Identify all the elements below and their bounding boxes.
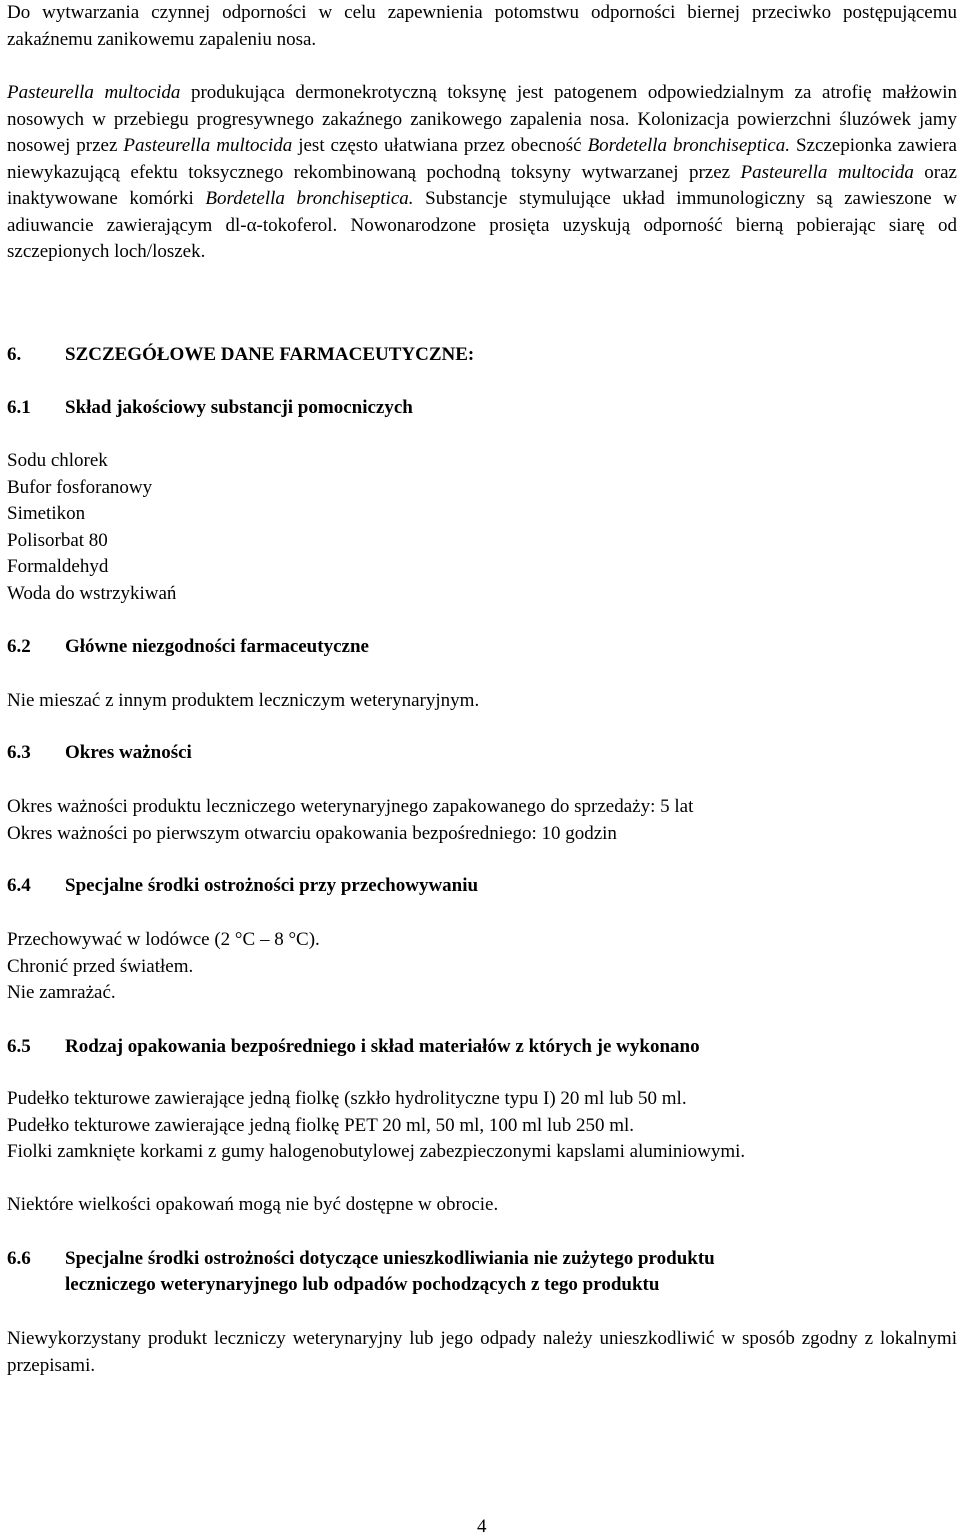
section-title: Okres ważności [65, 742, 192, 763]
list-item: Simetikon [7, 503, 86, 524]
list-item: Polisorbat 80 [7, 529, 108, 551]
section-6-5-heading [7, 1034, 700, 1061]
page-number: 4 [477, 1516, 487, 1537]
shelf-life-text [7, 794, 957, 847]
section-6-1-heading [7, 395, 413, 422]
packaging-text [7, 1086, 957, 1166]
section-number: 6.4 [7, 875, 31, 896]
section-number: 6.2 [7, 636, 31, 657]
list-item: Formaldehyd [7, 556, 109, 577]
section-title: Rodzaj opakowania bezpośredniego i skład materiałów z których je wykonano [65, 1036, 700, 1057]
text-line: Chronić przed światłem. [7, 955, 194, 977]
list-item: Bufor fosforanowy [7, 476, 153, 498]
species-name: Pasteurella multocida [123, 135, 293, 156]
list-item: Sodu chlorek [7, 450, 108, 471]
section-title: leczniczego weterynaryjnego lub odpadów pochodzących z tego produktu [65, 1274, 660, 1295]
intro-paragraph-1: Do wytwarzania czynnej odporności w celu zapewnienia potomstwu odporności biernej przeciwko postępującemu zakaźnemu zanikowemu zapaleniu nosa. [7, 2, 957, 50]
section-number: 6. [7, 344, 22, 365]
section-number: 6.6 [7, 1248, 31, 1269]
text-line: Okres ważności produktu leczniczego weterynaryjnego zapakowanego do sprzedaży: 5 lat [7, 796, 694, 817]
intro-paragraph-2 [7, 80, 957, 266]
text-line: Pudełko tekturowe zawierające jedną fiolkę PET 20 ml, 50 ml, 100 ml lub 250 ml. [7, 1114, 635, 1136]
species-name: Bordetella bronchiseptica. [587, 135, 790, 156]
section-title: Główne niezgodności farmaceutyczne [65, 636, 369, 657]
incompatibilities-text: Nie mieszać z innym produktem leczniczym weterynaryjnym. [7, 690, 480, 711]
species-name: Bordetella bronchiseptica. [205, 188, 414, 209]
excipients-list [7, 448, 957, 607]
section-6-3-heading [7, 740, 192, 767]
section-6-6-heading [7, 1246, 957, 1273]
text-run: Szczepionka zawiera niewykazującą efektu toksycznego rekombinowaną pochodną toksyny wytwarzanej przez [7, 135, 957, 183]
section-title: SZCZEGÓŁOWE DANE FARMACEUTYCZNE: [65, 344, 475, 365]
text-run: oraz inaktywowane komórki [7, 161, 957, 209]
text-line: Nie zamrażać. [7, 982, 116, 1003]
section-6-2-heading [7, 634, 369, 661]
species-name: Pasteurella multocida [740, 161, 914, 183]
list-item: Woda do wstrzykiwań [7, 582, 177, 604]
section-title: Specjalne środki ostrożności dotyczące unieszkodliwiania nie zużytego produktu [65, 1248, 715, 1269]
section-number: 6.1 [7, 397, 31, 418]
species-name: Pasteurella multocida [7, 82, 181, 103]
section-title: Specjalne środki ostrożności przy przechowywaniu [65, 875, 479, 896]
text-line: Przechowywać w lodówce (2 °C – 8 °C). [7, 929, 320, 950]
section-title: Skład jakościowy substancji pomocniczych [65, 397, 413, 418]
text-line: Okres ważności po pierwszym otwarciu opakowania bezpośredniego: 10 godzin [7, 822, 617, 844]
storage-text [7, 927, 957, 1007]
text-run: Substancje stymulujące układ immunologiczny są zawieszone w adiuwancie zawierającym dl-α-tokoferol. Nowonarodzone prosięta uzyskują odporność bierną pobierając siarę od szczepionych loch/loszek. [7, 188, 958, 262]
section-number: 6.3 [7, 742, 31, 763]
section-6-6-heading-cont [7, 1272, 660, 1299]
text-run: produkująca dermonekrotyczną toksynę jest patogenem odpowiedzialnym za atrofię małżowin nosowych w przebiegu progresywnego zakaźnego zanikowego zapalenia nosa. Kolonizacja powierzchni śluzówek jamy nosowej przez [7, 82, 957, 156]
text-line: Pudełko tekturowe zawierające jedną fiolkę (szkło hydrolityczne typu I) 20 ml lub 50 ml. [7, 1088, 687, 1109]
text-line: Fiolki zamknięte korkami z gumy halogenobutylowej zabezpieczonymi kapslami aluminiowymi. [7, 1141, 746, 1162]
section-number: 6.5 [7, 1036, 31, 1057]
text-run: jest często ułatwiana przez obecność [292, 135, 588, 156]
disposal-text: Niewykorzystany produkt leczniczy weterynaryjny lub jego odpady należy unieszkodliwić w sposób zgodny z lokalnymi przepisami. [7, 1328, 957, 1376]
packaging-note: Niektóre wielkości opakowań mogą nie być dostępne w obrocie. [7, 1194, 499, 1215]
section-6-4-heading [7, 873, 479, 900]
section-6-heading [7, 342, 475, 369]
